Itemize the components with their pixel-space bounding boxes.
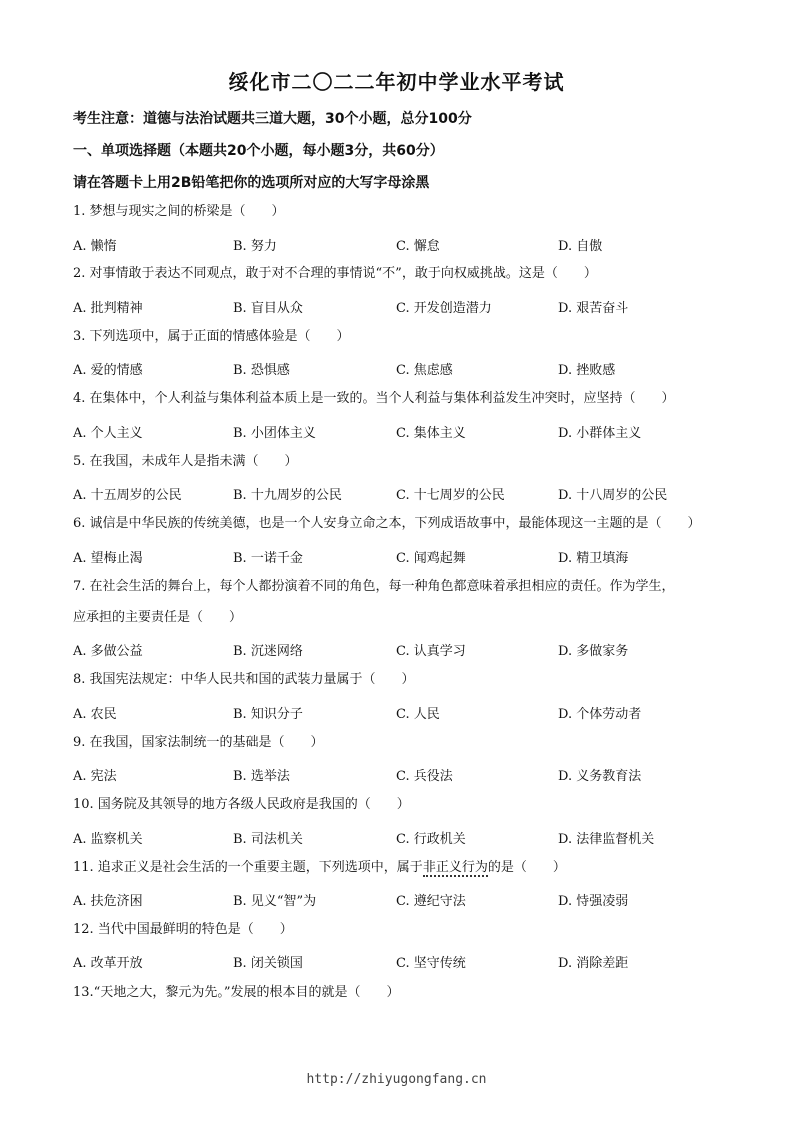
option-row-11: [73, 890, 753, 908]
option-a: A. 爱的情感: [73, 363, 143, 378]
option-row-1: [73, 235, 753, 253]
question-12: [73, 921, 293, 939]
option-b: B. 选举法: [233, 769, 290, 784]
question-text: 5. 在我国，未成年人是指未满（ ）: [73, 454, 298, 469]
option-c: C. 焦虑感: [396, 363, 453, 378]
question-8: [73, 671, 415, 689]
option-c: C. 开发创造潜力: [396, 301, 492, 316]
option-d: D. 挫败感: [558, 363, 616, 378]
option-d: D. 十八周岁的公民: [558, 488, 668, 503]
option-c: C. 闻鸡起舞: [396, 551, 466, 566]
question-2: [73, 265, 597, 283]
option-b: B. 十九周岁的公民: [233, 488, 342, 503]
answer-instruction: 请在答题卡上用2B铅笔把你的选项所对应的大写字母涂黑: [73, 175, 430, 191]
emphasized-term: 非正义行为: [422, 860, 488, 875]
option-c: C. 集体主义: [396, 426, 466, 441]
question-3: [73, 328, 350, 346]
option-row-12: [73, 952, 753, 970]
question-text: 12. 当代中国最鲜明的特色是（ ）: [73, 922, 293, 937]
option-b: B. 盲目从众: [233, 301, 303, 316]
option-c: C. 认真学习: [396, 644, 466, 659]
question-5: [73, 453, 298, 471]
option-a: A. 望梅止渴: [73, 551, 143, 566]
question-text: 7. 在社会生活的舞台上，每个人都扮演着不同的角色，每一种角色都意味着承担相应的责任。作为学生，: [73, 579, 675, 594]
question-text: 6. 诚信是中华民族的传统美德，也是一个人安身立命之本，下列成语故事中，最能体现这一主题的是（ ）: [73, 516, 701, 531]
question-1: [73, 203, 285, 221]
option-row-6: [73, 547, 753, 565]
question-text: 2. 对事情敢于表达不同观点，敢于对不合理的事情说“不”，敢于向权威挑战。这是（ ）: [73, 266, 597, 281]
question-4: [73, 390, 675, 408]
exam-title: 绥化市二〇二二年初中学业水平考试: [228, 70, 565, 94]
option-d: D. 消除差距: [558, 956, 629, 971]
option-d: D. 精卫填海: [558, 551, 629, 566]
question-text: 8. 我国宪法规定：中华人民共和国的武装力量属于（ ）: [73, 672, 415, 687]
option-b: B. 小团体主义: [233, 426, 316, 441]
option-row-4: [73, 422, 753, 440]
option-a: A. 监察机关: [73, 832, 143, 847]
option-a: A. 懒惰: [73, 239, 117, 254]
question-text: 3. 下列选项中，属于正面的情感体验是（ ）: [73, 329, 350, 344]
option-a: A. 多做公益: [73, 644, 143, 659]
option-a: A. 改革开放: [73, 956, 143, 971]
question-text: 9. 在我国，国家法制统一的基础是（ ）: [73, 735, 324, 750]
question-7: [73, 578, 675, 596]
option-a: A. 宪法: [73, 769, 117, 784]
option-b: B. 闭关锁国: [233, 956, 303, 971]
option-c: C. 遵纪守法: [396, 894, 466, 909]
option-a: A. 个人主义: [73, 426, 143, 441]
option-row-3: [73, 359, 753, 377]
option-b: B. 知识分子: [233, 707, 303, 722]
question-13: [73, 984, 399, 1002]
footer-url: http://zhiyugongfang.cn: [306, 1072, 487, 1087]
option-d: D. 艰苦奋斗: [558, 301, 629, 316]
question-text-tail: 的是（ ）: [487, 860, 566, 875]
question-9: [73, 734, 324, 752]
option-d: D. 自傲: [558, 239, 603, 254]
option-a: A. 批判精神: [73, 301, 143, 316]
question-7-continued: [73, 609, 242, 627]
question-text: 1. 梦想与现实之间的桥梁是（ ）: [73, 204, 285, 219]
option-a: A. 农民: [73, 707, 117, 722]
option-a: A. 扶危济困: [73, 894, 143, 909]
option-c: C. 兵役法: [396, 769, 453, 784]
option-b: B. 努力: [233, 239, 277, 254]
option-c: C. 十七周岁的公民: [396, 488, 505, 503]
question-text: 13.“天地之大，黎元为先。”发展的根本目的就是（ ）: [73, 985, 400, 1000]
question-text: 4. 在集体中，个人利益与集体利益本质上是一致的。当个人利益与集体利益发生冲突时，应坚持（ ）: [73, 391, 675, 406]
option-d: D. 个体劳动者: [558, 707, 642, 722]
option-row-2: [73, 297, 753, 315]
question-6: [73, 515, 701, 533]
section-heading: 一、单项选择题（本题共20个小题，每小题3分，共60分）: [73, 143, 444, 159]
option-d: D. 法律监督机关: [558, 832, 655, 847]
option-b: B. 见义“智”为: [233, 894, 317, 909]
option-c: C. 人民: [396, 707, 440, 722]
option-d: D. 恃强凌弱: [558, 894, 629, 909]
question-10: [73, 796, 410, 814]
option-b: B. 一诺千金: [233, 551, 303, 566]
question-11: [73, 859, 566, 877]
option-b: B. 司法机关: [233, 832, 303, 847]
question-text: 11. 追求正义是社会生活的一个重要主题，下列选项中，属于: [73, 860, 423, 875]
option-b: B. 恐惧感: [233, 363, 290, 378]
option-c: C. 懈怠: [396, 239, 440, 254]
question-text-line-2: 应承担的主要责任是（ ）: [73, 610, 243, 625]
option-row-7: [73, 640, 753, 658]
option-d: D. 义务教育法: [558, 769, 642, 784]
option-d: D. 多做家务: [558, 644, 629, 659]
option-c: C. 坚守传统: [396, 956, 466, 971]
option-a: A. 十五周岁的公民: [73, 488, 182, 503]
question-text: 10. 国务院及其领导的地方各级人民政府是我国的（ ）: [73, 797, 410, 812]
option-c: C. 行政机关: [396, 832, 466, 847]
option-row-5: [73, 484, 753, 502]
exam-notice: 考生注意：道德与法治试题共三道大题，30个小题，总分100分: [73, 111, 472, 127]
option-row-8: [73, 703, 753, 721]
option-b: B. 沉迷网络: [233, 644, 303, 659]
option-row-9: [73, 765, 753, 783]
option-d: D. 小群体主义: [558, 426, 642, 441]
option-row-10: [73, 828, 753, 846]
